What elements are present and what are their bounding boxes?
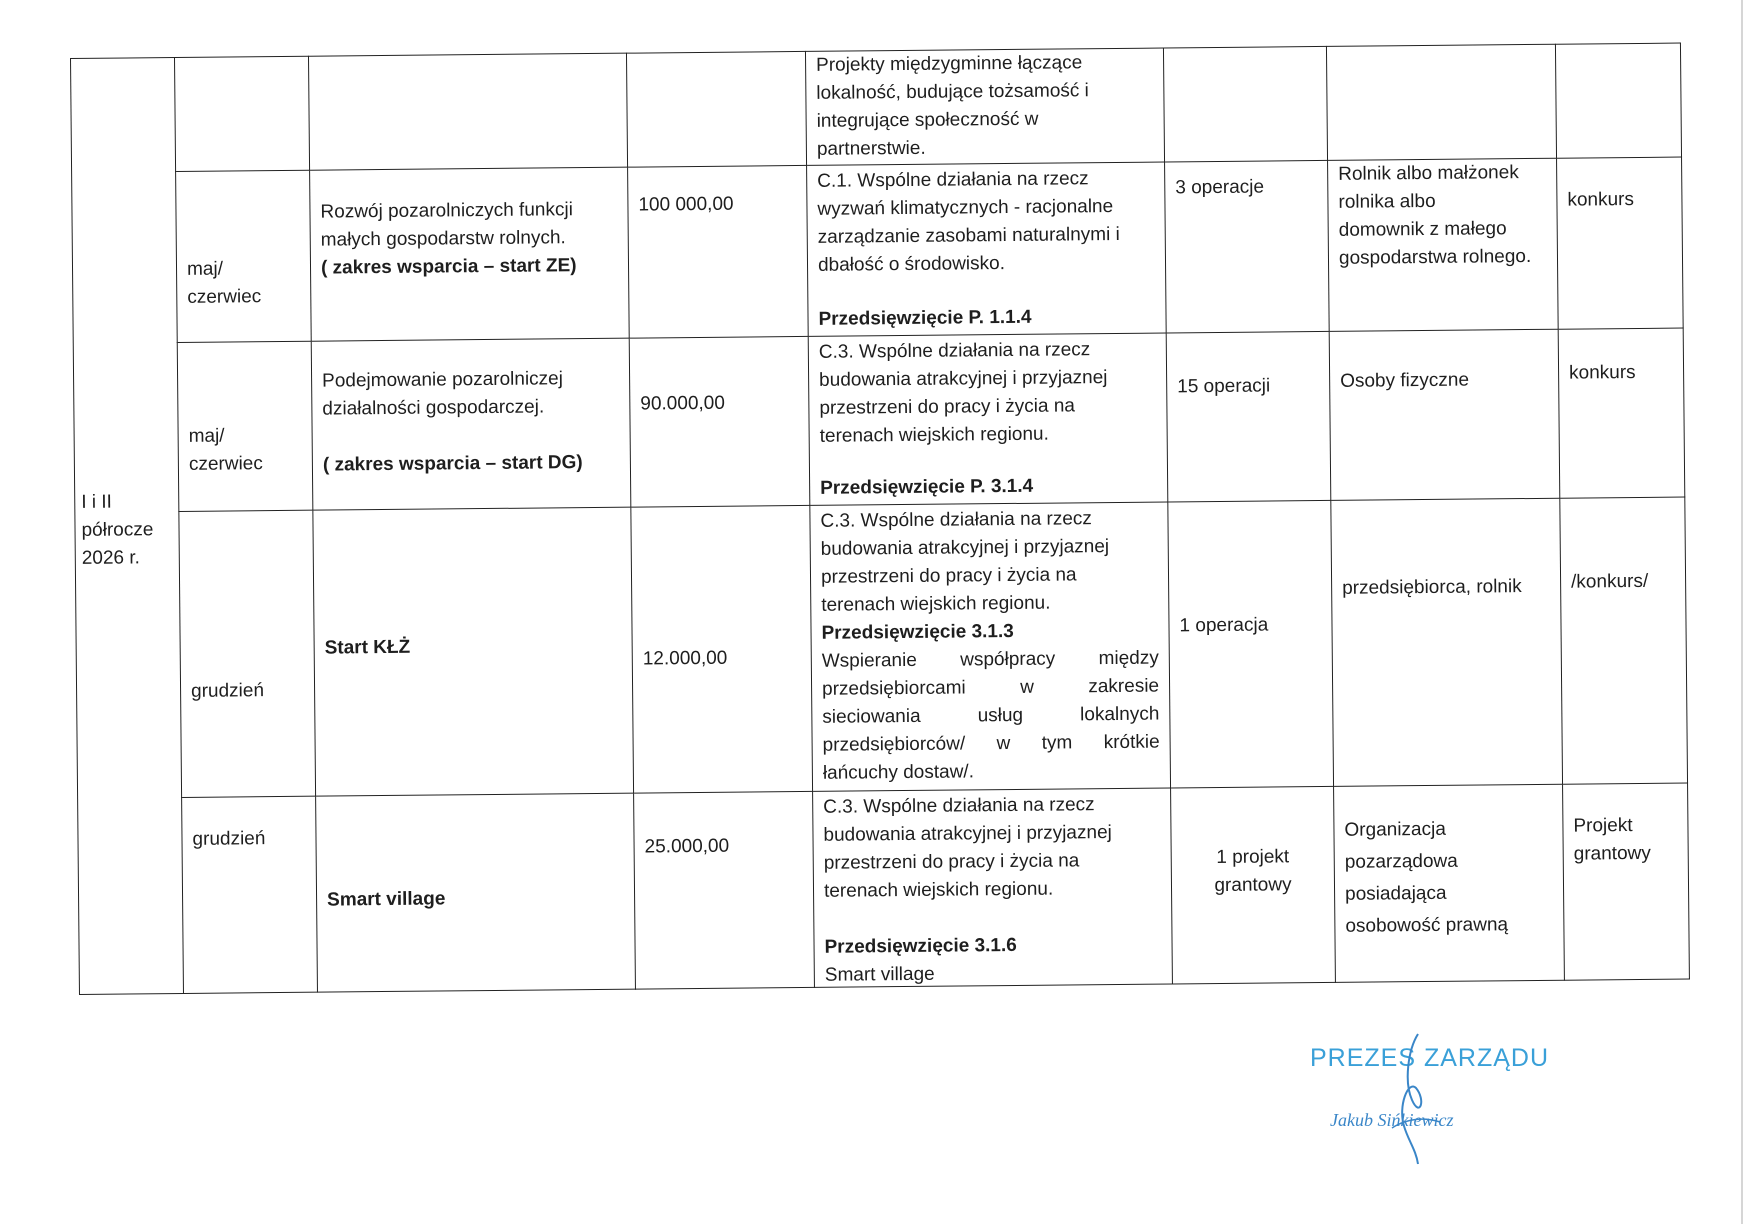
mode-cell bbox=[1557, 157, 1684, 329]
scope-value: Smart village bbox=[326, 888, 446, 911]
scope-cell bbox=[313, 507, 634, 796]
beneficiary-value: przedsiębiorca, rolnik bbox=[1342, 576, 1522, 599]
beneficiary-line: rolnika albo bbox=[1338, 190, 1436, 213]
objective-cell bbox=[810, 502, 1171, 791]
measure-label: Przedsięwzięcie P. 1.1.4 bbox=[818, 306, 1032, 330]
objective-line: przestrzeni do pracy i życia na bbox=[823, 850, 1080, 874]
beneficiary-line: Rolnik albo małżonek bbox=[1338, 162, 1519, 185]
month-value: grudzień bbox=[192, 828, 266, 850]
amount-value: 25.000,00 bbox=[644, 835, 730, 858]
beneficiary-cell bbox=[1328, 158, 1559, 331]
month-cell bbox=[182, 796, 318, 993]
table-row bbox=[73, 328, 1685, 512]
month-cell bbox=[174, 56, 309, 171]
beneficiary-value: Osoby fizyczne bbox=[1340, 369, 1470, 392]
beneficiary-line: osobowość prawną bbox=[1345, 914, 1509, 937]
scope-line: działalności gospodarczej. bbox=[322, 396, 545, 420]
objective-line: budowania atrakcyjnej i przyjaznej bbox=[820, 536, 1110, 560]
objective-line: C.3. Wspólne działania na rzecz bbox=[823, 794, 1095, 818]
mode-cell bbox=[1555, 43, 1681, 158]
month-line: maj/ bbox=[186, 258, 224, 280]
scope-line: Rozwój pozarolniczych funkcji bbox=[320, 199, 573, 223]
amount-value: 100 000,00 bbox=[638, 193, 734, 216]
scope-cell bbox=[311, 338, 631, 510]
period-label: I i II półrocze 2026 r. bbox=[81, 491, 154, 569]
signature-stamp bbox=[1300, 1030, 1550, 1165]
amount-cell bbox=[629, 336, 810, 507]
objective-cell bbox=[807, 162, 1167, 336]
objective-line: dbałość o środowisko. bbox=[817, 253, 1006, 276]
table-row bbox=[78, 783, 1690, 994]
mode-cell bbox=[1558, 328, 1685, 498]
beneficiary-cell bbox=[1331, 498, 1563, 786]
scope-cell bbox=[308, 53, 627, 170]
objective-line: terenach wiejskich regionu. bbox=[819, 423, 1049, 447]
indicator-value: 1 operacja bbox=[1179, 614, 1269, 637]
measure-label: Przedsięwzięcie 3.1.3 bbox=[821, 620, 1014, 644]
objective-line: integrujące społeczność w bbox=[816, 108, 1039, 132]
mode-value: konkurs bbox=[1567, 188, 1635, 211]
indicator-value: 15 operacji bbox=[1177, 375, 1271, 398]
objective-line: wyzwań klimatycznych - racjonalne bbox=[817, 195, 1114, 220]
month-line: czerwiec bbox=[187, 286, 262, 308]
indicator-cell bbox=[1163, 46, 1327, 162]
scope-line: Podejmowanie pozarolniczej bbox=[322, 368, 564, 392]
mode-line: grantowy bbox=[1573, 842, 1651, 865]
measure-label: Przedsięwzięcie P. 3.1.4 bbox=[820, 475, 1034, 499]
beneficiary-cell bbox=[1329, 329, 1560, 500]
mode-cell bbox=[1563, 783, 1690, 980]
scope-cell bbox=[316, 793, 636, 992]
signature-scribble bbox=[1300, 1030, 1530, 1165]
objective-line: C.1. Wspólne działania na rzecz bbox=[817, 168, 1089, 192]
objective-line: budowania atrakcyjnej i przyjaznej bbox=[819, 367, 1108, 391]
month-line: maj/ bbox=[188, 425, 225, 447]
objective-line: zarządzanie zasobami naturalnymi i bbox=[817, 223, 1120, 248]
table-row bbox=[72, 157, 1684, 343]
beneficiary-line: domownik z małego bbox=[1338, 218, 1507, 241]
month-cell bbox=[179, 510, 316, 797]
scope-value: Start KŁŻ bbox=[324, 636, 411, 659]
signature-title: PREZES ZARZĄDU bbox=[1310, 1044, 1550, 1072]
measure-label: Przedsięwzięcie 3.1.6 bbox=[824, 934, 1017, 958]
measure-description: Wspieranie współpracy między przedsiębiorcami w zakresie sieciowania usług lokalnych przedsiębiorców/ w tym krótkie łańcuchy dostaw/. bbox=[821, 647, 1160, 784]
beneficiary-line: gospodarstwa rolnego. bbox=[1338, 245, 1532, 269]
measure-description: Smart village bbox=[824, 963, 935, 986]
indicator-cell bbox=[1171, 786, 1336, 984]
objective-line: terenach wiejskich regionu. bbox=[821, 592, 1051, 616]
objective-cell bbox=[805, 48, 1164, 165]
beneficiary-line: Organizacja bbox=[1344, 818, 1446, 841]
month-line: czerwiec bbox=[188, 453, 263, 475]
mode-value: /konkurs/ bbox=[1570, 570, 1649, 593]
month-cell bbox=[177, 341, 313, 511]
objective-cell bbox=[808, 333, 1168, 505]
objective-line: budowania atrakcyjnej i przyjaznej bbox=[823, 822, 1112, 846]
amount-cell bbox=[626, 51, 806, 167]
month-cell bbox=[176, 170, 312, 342]
indicator-line: 1 projekt bbox=[1216, 846, 1290, 869]
mode-line: Projekt bbox=[1573, 815, 1633, 837]
amount-cell bbox=[631, 505, 813, 793]
month-value: grudzień bbox=[190, 680, 265, 702]
scope-support-range: ( zakres wsparcia – start ZE) bbox=[320, 255, 577, 279]
period-cell bbox=[71, 57, 184, 994]
indicator-cell bbox=[1166, 331, 1331, 502]
schedule-table bbox=[70, 43, 1690, 995]
beneficiary-line: posiadająca bbox=[1344, 882, 1447, 905]
objective-line: C.3. Wspólne działania na rzecz bbox=[818, 339, 1091, 363]
signature-name: Jakub Sińkiewicz bbox=[1330, 1110, 1454, 1130]
amount-value: 12.000,00 bbox=[642, 647, 728, 670]
mode-value: konkurs bbox=[1568, 361, 1636, 384]
amount-value: 90.000,00 bbox=[640, 392, 725, 415]
objective-line: Projekty międzygminne łączące bbox=[816, 52, 1083, 76]
table-row bbox=[75, 497, 1688, 798]
scope-line: małych gospodarstw rolnych. bbox=[320, 227, 566, 251]
objective-line: C.3. Wspólne działania na rzecz bbox=[820, 508, 1092, 532]
scope-support-range: ( zakres wsparcia – start DG) bbox=[322, 452, 583, 476]
indicator-line: grantowy bbox=[1214, 874, 1292, 897]
table-row bbox=[71, 43, 1682, 172]
objective-line: partnerstwie. bbox=[816, 137, 926, 160]
objective-line: przestrzeni do pracy i życia na bbox=[819, 395, 1076, 419]
objective-cell bbox=[813, 788, 1173, 987]
beneficiary-line: pozarządowa bbox=[1344, 850, 1458, 873]
objective-line: przestrzeni do pracy i życia na bbox=[820, 564, 1077, 588]
indicator-cell bbox=[1168, 500, 1334, 788]
amount-cell bbox=[634, 791, 815, 989]
indicator-cell bbox=[1165, 160, 1330, 333]
objective-line: terenach wiejskich regionu. bbox=[823, 878, 1054, 902]
objective-line: lokalność, budujące tożsamość i bbox=[816, 80, 1089, 104]
scope-cell bbox=[310, 167, 630, 341]
beneficiary-cell bbox=[1326, 44, 1556, 160]
mode-cell bbox=[1560, 497, 1688, 784]
beneficiary-cell bbox=[1334, 784, 1565, 982]
indicator-value: 3 operacje bbox=[1175, 176, 1265, 199]
amount-cell bbox=[628, 165, 809, 338]
